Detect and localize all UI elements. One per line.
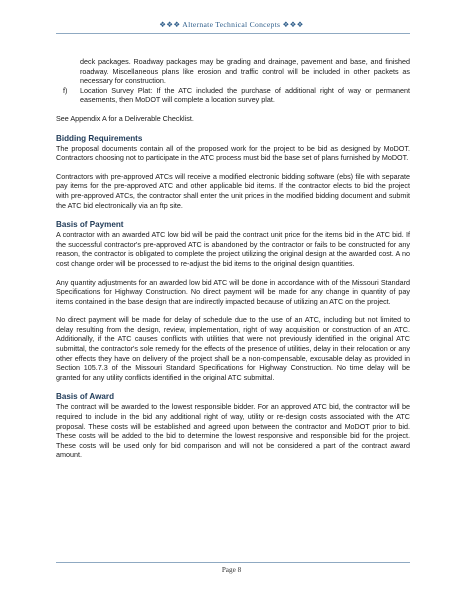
list-item-text: Location Survey Plat: If the ATC included the purchase of additional right of way or permanent easements, then MoDOT will complete a location survey plat. <box>80 85 410 105</box>
paragraph: The proposal documents contain all of the proposed work for the project to be bid as designed by MoDOT. Contractors choosing not to participate in the ATC process must bid the base set of plans furnished by MoDOT. <box>56 143 410 163</box>
footer-rule <box>56 562 410 563</box>
section-heading-basis-of-award: Basis of Award <box>56 392 115 402</box>
paragraph: No direct payment will be made for delay of schedule due to the use of an ATC, including but not limited to delay resulting from the design, review, implementation, right of way acquisition or construction of an ATC. Additionally, if the ATC causes conflicts with utilities that were not previously identified in the original ATC submittal, the contractor's sole remedy for the effects of the presence of utilities, delay in their relocation or any other effects they have on delivery of the project shall be a non-compensable, excusable delay as provided in Section 105.7.3 of the Missouri Standard Specifications for Highway Construction. No time delay will be granted for any utility conflicts identified in the original ATC submittal. <box>56 315 410 382</box>
paragraph: Contractors with pre-approved ATCs will receive a modified electronic bidding software (ebs) file with separate pay items for the pre-approved ATC and other applicable bid items. If the contractor elects to bid the project with pre-approved ATCs, the contractor shall enter the unit prices in the modified bidding document and submit the ATC bid electronically via an ftp site. <box>56 171 410 210</box>
page-body <box>56 57 410 460</box>
section-heading-bidding-requirements: Bidding Requirements <box>56 133 143 143</box>
paragraph: A contractor with an awarded ATC low bid will be paid the contract unit price for the items bid in the ATC bid. If the successful contractor's pre-approved ATC is abandoned by the contractor or fails to be constructed for any reason, the contractor is obligated to complete the project utilizing the original design at the awarded cost. A no cost change order will be processed to re-adjust the bid items to the original design quantities. <box>56 230 410 268</box>
header-rule <box>56 33 410 34</box>
paragraph: The contract will be awarded to the lowest responsible bidder. For an approved ATC bid, the contractor will be required to include in the bid any additional right of way, utility or re-design costs associated with the ATC proposal. These costs will be established and agreed upon between the contractor and MoDOT prior to bid. These costs will be added to the bid to determine the lowest responsive and responsible bid for the project. These costs will be used only for bid comparison and will not be considered a part of the contract award amount. <box>56 402 410 460</box>
page-number: Page 8 <box>221 566 242 574</box>
section-heading-basis-of-payment: Basis of Payment <box>56 220 124 230</box>
list-item-f <box>56 86 410 105</box>
running-header: ❖❖❖ Alternate Technical Concepts ❖❖❖ <box>159 20 304 29</box>
continuation-paragraph: deck packages. Roadway packages may be grading and drainage, pavement and base, and finished roadway. Miscellaneous plans like erosion and traffic control will be included in other packets as necessary for construction. <box>80 57 410 86</box>
appendix-note: See Appendix A for a Deliverable Checklist. <box>56 113 194 123</box>
paragraph: Any quantity adjustments for an awarded low bid ATC will be done in accordance with of the Missouri Standard Specifications for Highway Construction. No direct payment will be made for any change in quantity of pay items contained in the base design that are indirectly impacted because of utilizing an ATC on the project. <box>56 277 410 306</box>
list-marker: f) <box>63 85 68 95</box>
